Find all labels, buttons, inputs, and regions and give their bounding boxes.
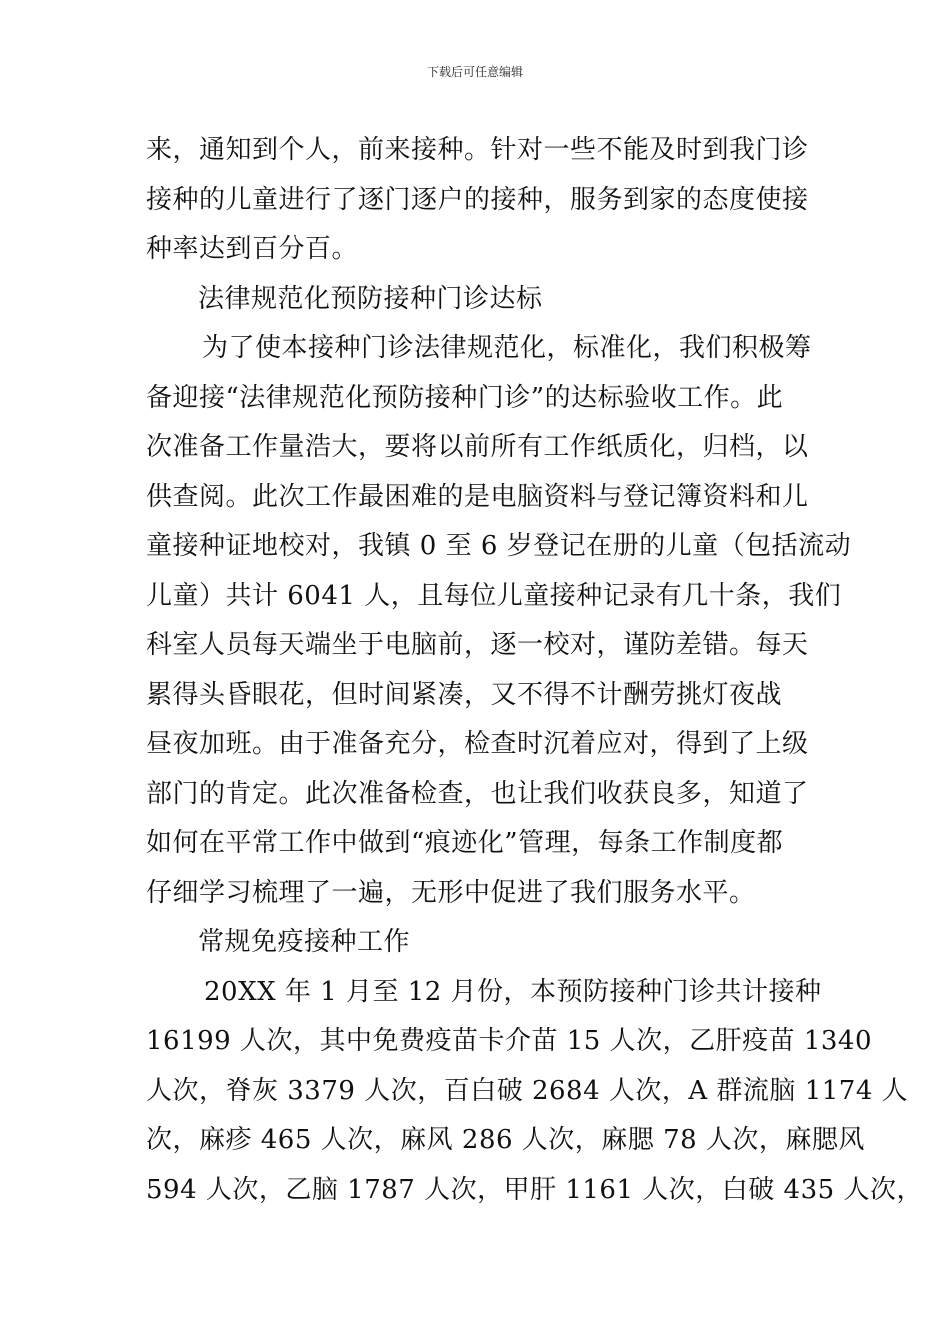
text-line: 科室人员每天端坐于电脑前，逐一校对，谨防差错。每天 <box>146 630 809 660</box>
text-line: 种率达到百分百。 <box>146 234 359 264</box>
text-line: 594 人次，乙脑 1787 人次，甲肝 1161 人次，白破 435 人次， <box>146 1174 923 1205</box>
text-line: 仔细学习梳理了一遍，无形中促进了我们服务水平。 <box>146 877 756 908</box>
text-line: 次，麻疹 465 人次，麻风 286 人次，麻腮 78 人次，麻腮风 <box>146 1125 865 1155</box>
text-line: 供查阅。此次工作最困难的是电脑资料与登记簿资料和儿 <box>146 481 809 512</box>
text-line: 来，通知到个人，前来接种。针对一些不能及时到我门诊 <box>146 135 809 165</box>
paragraph-start: 为了使本接种门诊法律规范化，标准化，我们积极筹 <box>202 333 812 363</box>
section-heading: 常规免疫接种工作 <box>198 927 411 957</box>
text-line: 累得头昏眼花，但时间紧凑，又不得不计酬劳挑灯夜战 <box>146 679 783 710</box>
text-line: 昼夜加班。由于准备充分，检查时沉着应对，得到了上级 <box>146 729 809 759</box>
section-heading: 法律规范化预防接种门诊达标 <box>198 283 543 314</box>
text-line: 童接种证地校对，我镇 0 至 6 岁登记在册的儿童（包括流动 <box>146 531 852 561</box>
text-line: 儿童）共计 6041 人，且每位儿童接种记录有几十条，我们 <box>146 580 842 611</box>
text-line: 如何在平常工作中做到“痕迹化”管理，每条工作制度都 <box>146 828 784 858</box>
text-line: 16199 人次，其中免费疫苗卡介苗 15 人次，乙肝疫苗 1340 <box>146 1026 873 1056</box>
page-header: 下载后可任意编辑 <box>426 65 523 79</box>
text-line: 部门的肯定。此次准备检查，也让我们收获良多，知道了 <box>146 778 809 809</box>
document-body <box>146 126 923 1215</box>
paragraph-start: 20XX 年 1 月至 12 月份，本预防接种门诊共计接种 <box>204 976 822 1007</box>
text-line: 次准备工作量浩大，要将以前所有工作纸质化，归档，以 <box>146 432 809 462</box>
text-line: 接种的儿童进行了逐门逐户的接种，服务到家的态度使接 <box>146 184 809 215</box>
text-line: 人次，脊灰 3379 人次，百白破 2684 人次，A 群流脑 1174 人 <box>146 1075 909 1106</box>
text-line: 备迎接“法律规范化预防接种门诊”的达标验收工作。此 <box>146 382 784 413</box>
